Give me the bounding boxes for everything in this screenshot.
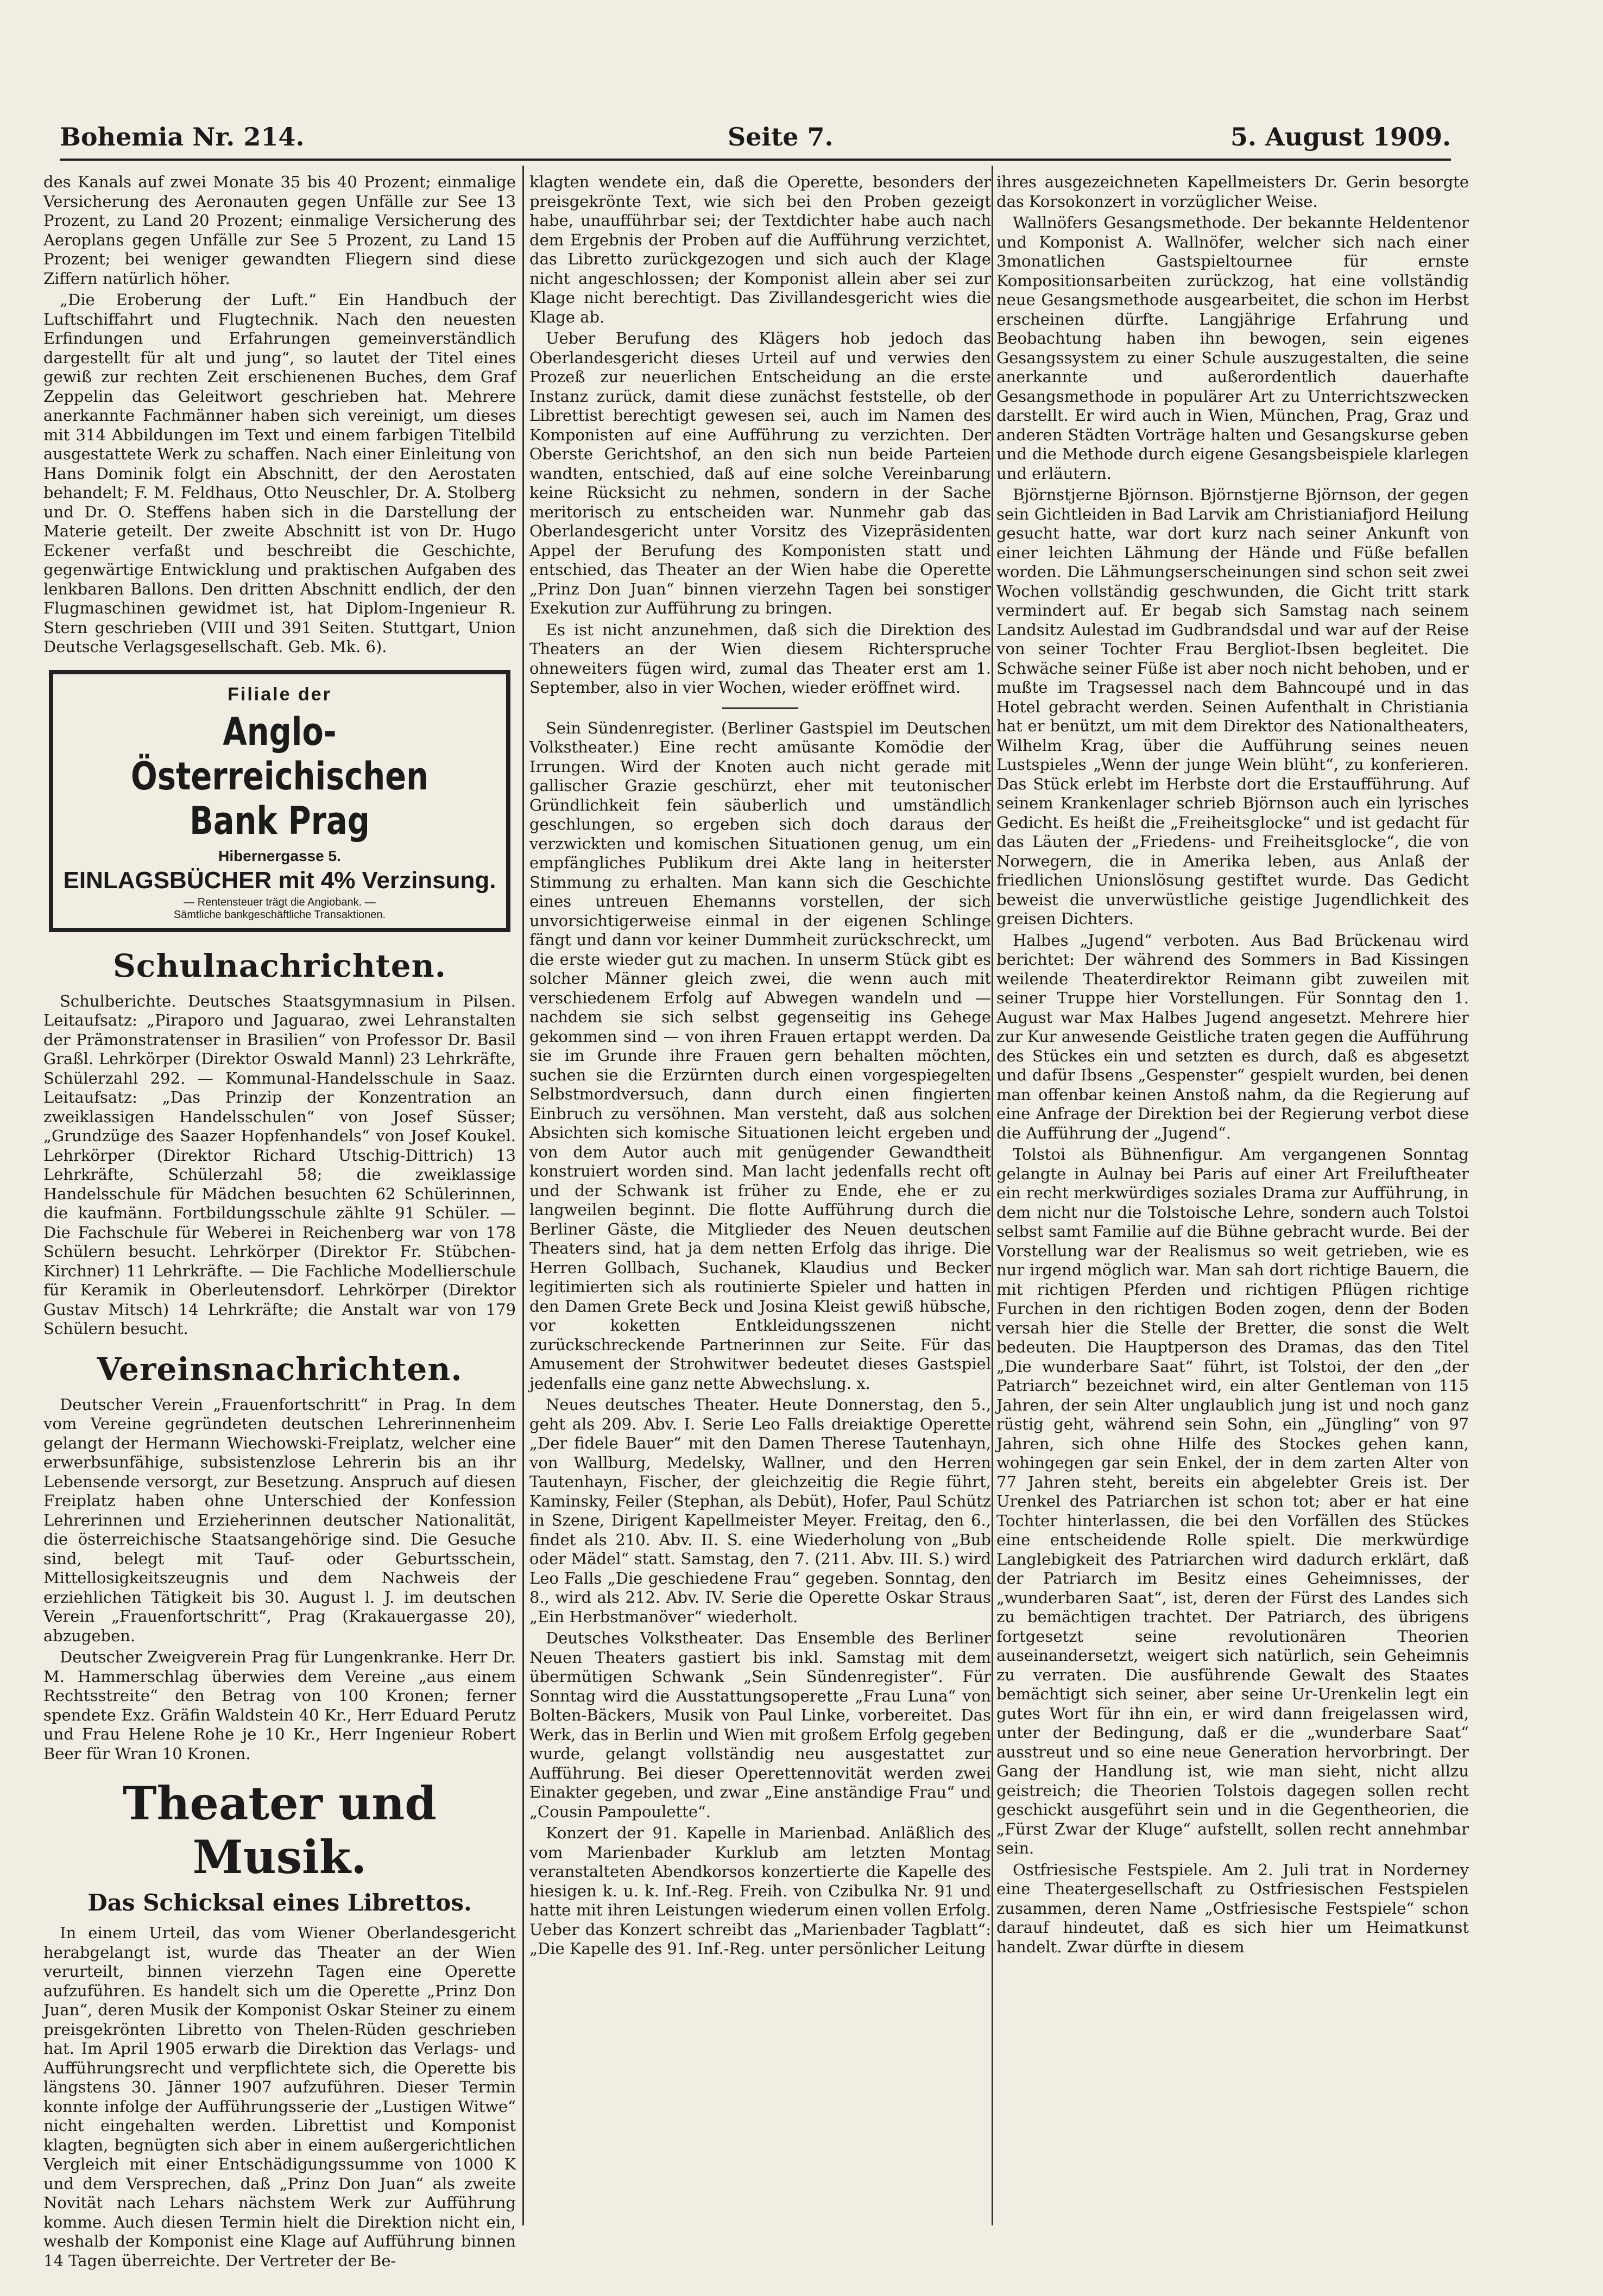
column-divider-1 xyxy=(522,166,524,2225)
ad-address: Hibernergasse 5. xyxy=(218,847,341,864)
paragraph-lungenkranke: Deutscher Zweigverein Prag für Lungenkranke. Herr Dr. M. Hammerschlag überwies dem Vereine „aus einem Rechtsstreite“ den Betrag von 100 Kronen; ferner spendete Exz. Gräfin Waldstein 40 Kr., Herr Eduard Perutz und Frau Helene Rohe je 10 Kr., Herr Ingenieur Robert Beer für Wran 10 Kronen. xyxy=(43,1648,516,1763)
section-heading-theater: Theater und Musik. xyxy=(122,1776,437,1884)
ad-bank-name: Anglo-Österreichischen Bank Prag xyxy=(131,709,428,843)
paragraph-bjoernson: Björnstjerne Björnson. Björnstjerne Björnson, der gegen sein Gichtleiden in Bad Larvik am Christianiafjord Heilung gesucht hatte, war dort kurz nach seiner Ankunft von einer leichten Lähmung der Hände und Füße befallen worden. Die Lähmungserscheinungen sind schon seit zwei Wochen vollständig geschwunden, die Gicht tritt stark vermindert auf. Er begab sich Samstag nach seinem Landsitz Aulestad im Gudbrandsdal und war auf der Reise von seiner Tochter Frau Bergliot-Ibsen begleitet. Die Schwäche seiner Füße ist aber noch nicht behoben, und er mußte im Tragsessel nach dem Bahncoupé und in das Hotel gebracht werden. Seinen Aufenthalt in Christiania hat er benützt, um mit dem Direktor des Nationaltheaters, Wilhelm Krag, über die Aufführung seines neuen Lustspieles „Wenn der junge Wein blüht“, zu konferieren. Das Stück erlebt im Herbste dort die Erstaufführung. Auf seinem Krankenlager schrieb Björnson auch ein lyrisches Gedicht. Es heißt die „Freiheitsglocke“ und ist gedacht für das Läuten der „Friedens- und Freiheitsglocke“, die von Norwegern, die in Amerika leben, aus Anlaß der friedlichen Unionslösung gestiftet wurde. Das Gedicht beweist die unverwüstliche geistige Jugendlichkeit des greisen Dichters. xyxy=(996,485,1469,928)
paragraph-tolstoi: Tolstoi als Bühnenfigur. Am vergangenen Sonntag gelangte in Aulnay bei Paris auf einer Art Freiluftheater ein recht merkwürdiges soziales Drama zur Aufführung, in dem nicht nur die Tolstoische Lehre, sondern auch Tolstoi selbst samt Familie auf die Bühne gebracht wurde. Bei der Vorstellung war der Realismus so weit getrieben, wie es nur irgend möglich war. Man sah dort richtige Bauern, die mit richtigen Pferden und richtigen Pflügen richtige Furchen in den richtigen Boden zogen, denn der Boden versah hier die Stelle der Bretter, die sonst die Welt bedeuten. Die Hauptperson des Dramas, das den Titel „Die wunderbare Saat“ führt, ist Tolstoi, der den „der Patriarch“ bezeichnet wird, ein alter Gentleman von 115 Jahren, der sein Alter unglaublich jung ist und noch ganz rüstig geht, während sein Sohn, ein „Jüngling“ von 97 Jahren, sich ohne Hilfe des Stockes gehen kann, wohingegen gar sein Enkel, der in dem zarten Alter von 77 Jahren steht, bereits ein abgelebter Greis ist. Der Urenkel des Patriarchen ist schon tot; aber er hat eine Tochter hinterlassen, die bei den Vorfällen des Stückes eine entscheidende Rolle spielt. Die merkwürdige Langlebigkeit des Patriarchen wird dadurch erklärt, daß der Patriarch im Besitz eines Geheimnisses, der „wunderbaren Saat“, ist, deren der Fürst des Landes sich zu bemächtigen trachtet. Der Patriarch, des übrigens fortgesetzt seine revolutionären Theorien auseinandersetzt, weigert sich natürlich, sein Geheimnis zu verraten. Die ausführende Gewalt des Staates bemächtigt sich seiner, aber seine Ur-Urenkelin legt ein gutes Wort für ihn ein, er wird dann freigelassen wird, unter der Bedingung, daß er die „wunderbare Saat“ ausstreut und so eine neue Generation hervorbringt. Der Gang der Handlung ist, wie man sieht, nicht allzu geistreich; die Theorien Tolstois dagegen sollen recht geschickt ausgeführt sein und in die Gegentheorien, die „Fürst Zwar der Kluge“ aufstellt, sollen recht annehmbar sein. xyxy=(996,1145,1469,1857)
paragraph-konzert: Konzert der 91. Kapelle in Marienbad. Anläßlich des vom Marienbader Kurklub am letzten Montag veranstalteten Abendkorsos konzertierte die Kapelle des hiesigen k. u. k. Inf.-Reg. Freih. von Czibulka Nr. 91 und hatte mit ihren Leistungen wiederum einen vollen Erfolg. Ueber das Konzert schreibt das „Marienbader Tagblatt“: „Die Kapelle des 91. Inf.-Reg. unter persönlicher Leitung xyxy=(529,1824,991,1958)
paragraph-book-review: „Die Eroberung der Luft.“ Ein Handbuch der Luftschiffahrt und Flugtechnik. Nach den neuesten Erfindungen und Erfahrungen gemeinverständlich dargestellt für alt und jung“, so lautet der Titel eines gewiß zur rechten Zeit erschienenen Buches, dem Graf Zeppelin das Geleitwort geschrieben hat. Mehrere anerkannte Fachmänner haben sich vereinigt, um dieses mit 314 Abbildungen im Text und einem farbigen Titelbild ausgestattete Werk zu schaffen. Nach einer Einleitung von Hans Dominik folgt ein Abschnitt, der den Aerostaten behandelt; F. M. Feldhaus, Otto Neuschler, Dr. A. Stolberg und Dr. O. Steffens haben sich in die Darstellung der Materie geteilt. Der zweite Abschnitt ist von Dr. Hugo Eckener verfaßt und beschreibt die Geschichte, gegenwärtige Entwicklung und praktischen Aufgaben des lenkbaren Ballons. Den dritten Abschnitt endlich, der den Flugmaschinen gewidmet ist, hat Diplom-Ingenieur R. Stern geschrieben (VIII und 391 Seiten. Stuttgart, Union Deutsche Verlagsgesellschaft. Geb. Mk. 6). xyxy=(43,290,516,656)
ad-line-1: Filiale der xyxy=(228,684,332,705)
page-header xyxy=(60,117,1451,160)
article-heading-libretto: Das Schicksal eines Librettos. xyxy=(87,1889,472,1916)
ad-transactions: Sämtliche bankgeschäftliche Transaktionen. xyxy=(173,908,386,921)
paragraph-wallnoefer: Wallnöfers Gesangsmethode. Der bekannte Heldentenor und Komponist A. Wallnöfer, welcher sich nach einer 3monatlichen Gastspieltournee für ernste Kompositionsarbeiten zurückzog, hat eine vollständig neue Gesangsmethode ausgearbeitet, die schon im Herbst erscheinen dürfte. Langjährige Erfahrung und Beobachtung haben ihn bewogen, sein eigenes Gesangssystem zu einer Schule auszugestalten, die seine anerkannte und außerordentlich dauerhafte Gesangsmethode in populärer Art zu Unterrichtszwecken darstellt. Er wird auch in Wien, München, Prag, Graz und anderen Städten Vorträge halten und Gesangskurse geben und die Methode durch eigene Gesangsbeispiele klarlegen und erläutern. xyxy=(996,213,1469,483)
column-2 xyxy=(529,173,991,2231)
paragraph-suendenregister: Sein Sündenregister. (Berliner Gastspiel im Deutschen Volkstheater.) Eine recht amüsante Komödie der Irrungen. Wird der Knoten auch nicht gerade mit gallischer Grazie geschürzt, eher mit teutonischer Gründlichkeit fein säuberlich und umständlich geschlungen, so ergeben sich doch daraus der verzwickten und komischen Situationen genug, um ein empfängliches Publikum drei Akte lang in heiterster Stimmung zu erhalten. Man kann sich die Geschichte eines untreuen Ehemanns vorstellen, der sich unvorsichtigerweise einmal in der eigenen Schlinge fängt und dann vor keiner Dummheit zurückschreckt, um die erste wieder gut zu machen. In unserm Stück gibt es solcher Männer gleich zwei, die wenn auch mit verschiedenem Erfolg auf Abwegen wandeln und — nachdem sie sich selbst gegenseitig ins Gehege gekommen sind — von ihren Frauen ertappt werden. Da sie im Grunde ihre Frauen gern behalten möchten, suchen sie die Erzürnten durch einen vorgespiegelten Selbstmordversuch, dann durch einen fingierten Einbruch zu versöhnen. Man versteht, daß aus solchen Absichten sich komische Situationen leicht ergeben und von dem Autor auch mit genügender Gewandtheit konstruiert worden sind. Man lacht jedenfalls recht oft und der Schwank ist früher zu Ende, ehe er zu langweilen beginnt. Die flotte Aufführung durch die Berliner Gäste, die Mitglieder des Neuen deutschen Theaters sind, hat ja dem netten Erfolg das ihrige. Die Herren Gollbach, Suchanek, Klaudius und Becker legitimierten sich als routinierte Spieler und hatten in den Damen Grete Beck und Josina Kleist gewiß hübsche, vor koketten Entkleidungsszenen nicht zurückschreckende Partnerinnen zur Seite. Für das Amusement der Strohwitwer bedeutet dieses Gastspiel jedenfalls eine ganz nette Abwechslung. x. xyxy=(529,718,991,1393)
column-divider-2 xyxy=(992,166,993,2225)
header-page-number: Seite 7. xyxy=(728,122,834,151)
ad-interest: EINLAGSBÜCHER mit 4% Verzinsung. xyxy=(63,866,496,894)
paragraph-libretto-3: Ueber Berufung des Klägers hob jedoch das Oberlandesgericht dieses Urteil auf und verwies den Prozeß zur neuerlichen Entscheidung an die erste Instanz zurück, damit diese zunächst feststelle, ob der Librettist berechtigt gewesen sei, auch im Namen des Komponisten auf eine Aufführung zu verzichten. Der Oberste Gerichtshof, an den sich nun beide Parteien wandten, entschied, daß auf eine solche Vereinbarung keine Rücksicht zu nehmen, sondern in der Sache meritorisch zu entscheiden war. Nunmehr gab das Oberlandesgericht unter Vorsitz des Vizepräsidenten Appel der Berufung des Komponisten statt und entschied, das Theater an der Wien habe die Operette „Prinz Don Juan“ binnen vierzehn Tagen bei sonstiger Exekution zur Aufführung zu bringen. xyxy=(529,329,991,617)
paragraph-ostfriesische: Ostfriesische Festspiele. Am 2. Juli trat in Norderney eine Theatergesellschaft zu Ostfriesischen Festspielen zusammen, deren Name „Ostfriesische Festspiele“ schon darauf hindeutet, daß es sich hier um Heimatkunst handelt. Zwar dürfte in diesem xyxy=(996,1860,1469,1956)
paragraph-libretto-1: In einem Urteil, das vom Wiener Oberlandesgericht herabgelangt ist, wurde das Theater an der Wien verurteilt, binnen vierzehn Tagen eine Operette aufzuführen. Es handelt sich um die Operette „Prinz Don Juan“, deren Musik der Komponist Oskar Steiner zu einem preisgekrönten Libretto von Thelen-Rüden geschrieben hat. Im April 1905 erwarb die Direktion das Verlags- und Aufführungsrecht und verpflichtete sich, die Operette bis längstens 30. Jänner 1907 aufzuführen. Dieser Termin konnte infolge der Aufführungsserie der „Lustigen Witwe“ nicht eingehalten werden. Librettist und Komponist klagten, begnügten sich aber in einem außergerichtlichen Vergleich mit einer Entschädigungssumme von 1000 K und dem Versprechen, daß „Prinz Don Juan“ als zweite Novität nach Lehars nächstem Werk zur Aufführung komme. Auch diesen Termin hielt die Direktion nicht ein, weshalb der Komponist eine Klage auf Aufführung binnen 14 Tagen überreichte. Der Vertreter der Be- xyxy=(43,1924,516,2270)
paragraph-frauenfortschritt: Deutscher Verein „Frauenfortschritt“ in Prag. In dem vom Vereine gegründeten deutschen Lehrerinnenheim gelangt der Hermann Wiechowski-Freiplatz, welcher eine erwerbsunfähige, subsistenzlose Lehrerin bis an ihr Lebensende versorgt, zur Besetzung. Anspruch auf diesen Freiplatz haben ohne Unterschied der Konfession Lehrerinnen und Erzieherinnen deutscher Nationalität, die österreichische Staatsangehörige sind. Die Gesuche sind, belegt mit Tauf- oder Geburtsschein, Mittellosigkeitszeugnis und dem Nachweis der erziehlichen Tätigkeit bis 30. August l. J. im deutschen Verein „Frauenfortschritt“, Prag (Krakauergasse 20), abzugeben. xyxy=(43,1395,516,1645)
paragraph-neues-theater: Neues deutsches Theater. Heute Donnerstag, den 5., geht als 209. Abv. I. Serie Leo Falls dreiaktige Operette „Der fidele Bauer“ mit den Damen Therese Tautenhayn, von Wallburg, Medelsky, Wallner, und den Herren Tautenhayn, Fischer, der gleichzeitig die Regie führt, Kaminsky, Feiler (Stephan, als Debüt), Hofer, Paul Schütz in Szene, Dirigent Kapellmeister Meyer. Freitag, den 6., findet als 210. Abv. II. S. eine Wiederholung von „Bub oder Mädel“ statt. Samstag, den 7. (211. Abv. III. S.) wird Leo Falls „Die geschiedene Frau“ gegeben. Sonntag, den 8., wird als 212. Abv. IV. Serie die Operette Oskar Straus „Ein Herbstmanöver“ wiederholt. xyxy=(529,1395,991,1626)
paragraph-halbe-jugend: Halbes „Jugend“ verboten. Aus Bad Brückenau wird berichtet: Der während des Sommers in Bad Kissingen weilende Theaterdirektor Reimann gibt zuweilen mit seiner Truppe hier Vorstellungen. Für Sonntag den 1. August war Max Halbes Jugend angesetzt. Mehrere hier zur Kur anwesende Geistliche traten gegen die Aufführung des Stückes ein und setzten es durch, daß es abgesetzt und dafür Ibsens „Gespenster“ gespielt wurden, bei denen man offenbar keinen Anstoß nahm, da die Regierung auf eine Anfrage der Direktion bei der Regierung verbot diese die Aufführung der „Jugend“. xyxy=(996,931,1469,1142)
article-separator xyxy=(722,707,798,709)
header-rule xyxy=(60,159,1451,161)
paragraph-libretto-2: klagten wendete ein, daß die Operette, besonders der preisgekrönte Text, wie sich bei den Proben gezeigt habe, unaufführbar sei; der Textdichter habe auch nach dem Ergebnis der Proben auf die Aufführung verzichtet, das Libretto zurückgezogen und sich auch der Klage nicht angeschlossen; der Komponist allein aber sei zur Klage nicht berechtigt. Das Zivillandesgericht wies die Klage ab. xyxy=(529,173,991,326)
section-heading-school: Schulnachrichten. xyxy=(113,947,446,984)
paragraph-libretto-4: Es ist nicht anzunehmen, daß sich die Direktion des Theaters an der Wien diesem Richterspruche ohneweiters fügen wird, zumal das Theater erst am 1. September, also in vier Wochen, wieder eröffnet wird. xyxy=(529,620,991,697)
column-1 xyxy=(43,173,516,2270)
paragraph-school-reports: Schulberichte. Deutsches Staatsgymnasium in Pilsen. Leitaufsatz: „Piraporo und Jaguarao, zwei Lehranstalten der Prämonstratenser in Brasilien“ von Professor Dr. Basil Graßl. Lehrkörper (Direktor Oswald Mannl) 23 Lehrkräfte, Schülerzahl 292. — Kommunal-Handelsschule in Saaz. Leitaufsatz: „Das Prinzip der Konzentration an zweiklassigen Handelsschulen“ von Josef Süsser; „Grundzüge des Saazer Hopfenhandels“ von Josef Koukel. Lehrkörper (Direktor Richard Utschig-Dittrich) 13 Lehrkräfte, Schülerzahl 58; die zweiklassige Handelsschule für Mädchen besuchten 62 Schülerinnen, die kaufmänn. Fortbildungsschule zählte 91 Schüler. — Die Fachschule für Weberei in Reichenberg war von 178 Schülern besucht. Lehrkörper (Direktor Fr. Stübchen-Kirchner) 11 Lehrkräfte. — Die Fachliche Modellierschule für Keramik in Oberleutensdorf. Lehrkörper (Direktor Gustav Mitsch) 14 Lehrkräfte; die Anstalt war von 179 Schülern besucht. xyxy=(43,991,516,1338)
bank-advertisement xyxy=(49,670,510,932)
paragraph-konzert-cont: ihres ausgezeichneten Kapellmeisters Dr. Gerin besorgte das Korsokonzert in vorzüglicher Weise. xyxy=(996,173,1469,211)
paragraph-volkstheater: Deutsches Volkstheater. Das Ensemble des Berliner Neuen Theaters gastiert bis inkl. Samstag mit dem übermütigen Schwank „Sein Sündenregister“. Für Sonntag wird die Ausstattungsoperette „Frau Luna“ von Bolten-Bäckers, Musik von Paul Linke, vorbereitet. Das Werk, das in Berlin und Wien mit großem Erfolg gegeben wurde, gelangt vollständig neu ausgestattet zur Aufführung. Bei dieser Operettennovität werden zwei Einakter gegeben, und zwar „Eine anständige Frau“ und „Cousin Pampoulette“. xyxy=(529,1629,991,1821)
header-issue: Bohemia Nr. 214. xyxy=(60,122,305,151)
ad-tax-note: — Rentensteuer trägt die Angiobank. — xyxy=(184,896,376,908)
section-heading-associations: Vereinsnachrichten. xyxy=(97,1350,463,1388)
header-date: 5. August 1909. xyxy=(1230,122,1451,151)
column-3 xyxy=(996,173,1469,2231)
paragraph-insurance: des Kanals auf zwei Monate 35 bis 40 Prozent; einmalige Versicherung des Aeronauten gegen Unfälle zur See 13 Prozent, zu Land 20 Prozent; einmalige Versicherung des Aeroplans gegen Unfälle zur See 5 Prozent, zu Land 15 Prozent; bei weniger gewandten Fliegern sind diese Ziffern natürlich höher. xyxy=(43,173,516,288)
